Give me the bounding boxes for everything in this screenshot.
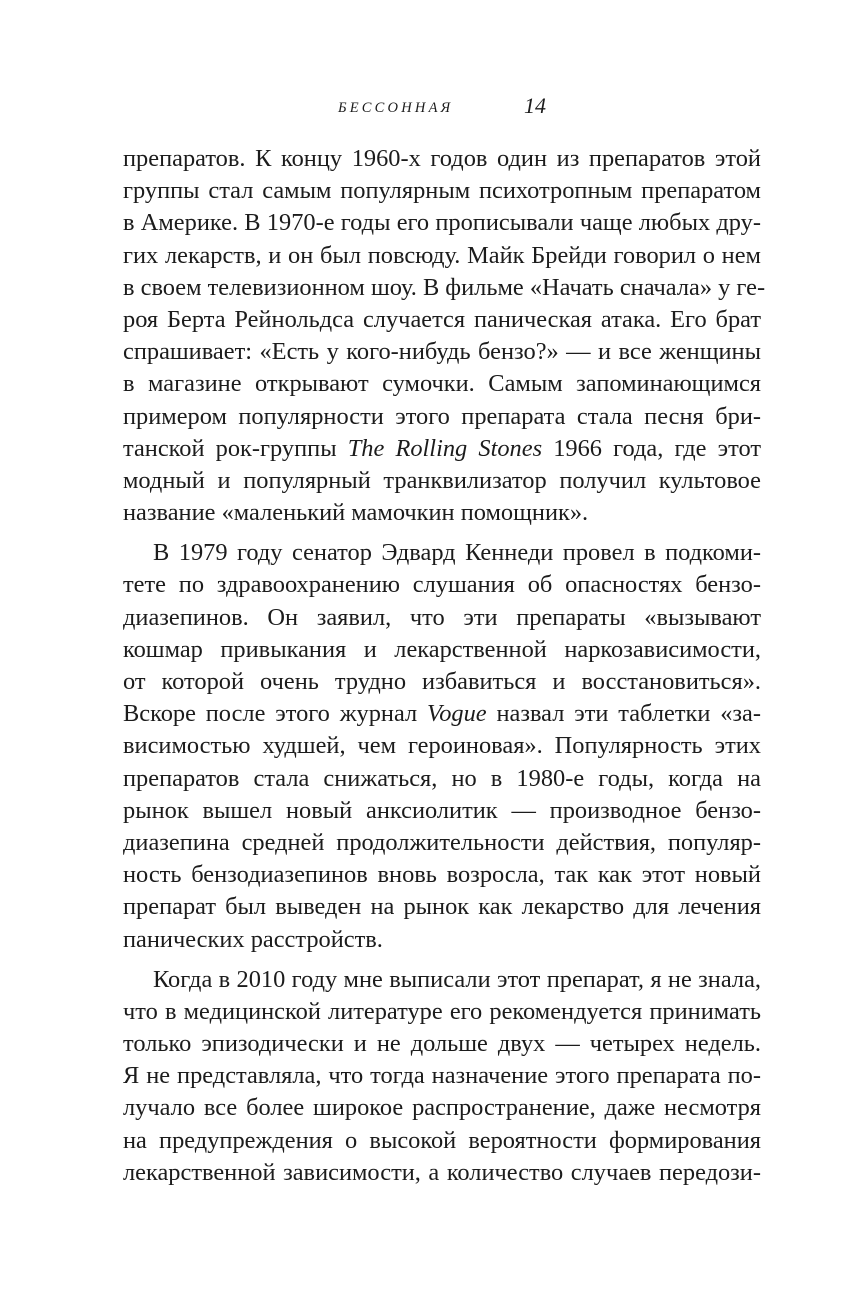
text-line-with-italic: [123, 433, 761, 465]
text-line: препарат был выведен на рынок как лекарство для лечения: [123, 893, 761, 921]
text-line: спрашивает: «Есть у кого-нибудь бензо?» — и все женщины: [123, 338, 761, 366]
text-line: панических расстройств.: [123, 925, 383, 953]
text-line: Я не представляла, что тогда назначение этого препарата по-: [123, 1062, 761, 1090]
text-line-with-italic: [123, 698, 761, 730]
text-line: диазепинов. Он заявил, что эти препараты «вызывают: [123, 603, 761, 631]
text-line: Когда в 2010 году мне выписали этот препарат, я не знала,: [153, 965, 761, 993]
text-line: в своем телевизионном шоу. В фильме «Начать сначала» у ге-: [123, 273, 766, 301]
text-line: лучало все более широкое распространение, даже несмотря: [123, 1094, 761, 1122]
running-title: БЕССОННАЯ: [338, 100, 454, 116]
text-line: гих лекарств, и он был повсюду. Майк Брейди говорил о нем: [123, 241, 761, 269]
text-line: ность бензодиазепинов вновь возросла, так как этот новый: [123, 861, 761, 889]
text-line: в Америке. В 1970-е годы его прописывали чаще любых дру-: [123, 209, 761, 237]
magazine-name-italic: Vogue: [427, 700, 487, 728]
text-line: тете по здравоохранению слушания об опасностях бензо-: [123, 571, 761, 599]
text-fragment: Вскоре после этого журнал: [123, 700, 428, 728]
text-line: роя Берта Рейнольдса случается паническая атака. Его брат: [123, 305, 761, 333]
text-line: от которой очень трудно избавиться и восстановиться».: [123, 668, 761, 695]
text-line: В 1979 году сенатор Эдвард Кеннеди провел в подкоми-: [153, 539, 761, 567]
text-line: диазепина средней продолжительности действия, популяр-: [123, 828, 761, 856]
band-name-italic: The Rolling Stones: [347, 434, 543, 462]
text-line: название «маленький мамочкин помощник».: [123, 499, 589, 527]
text-line: препаратов стала снижаться, но в 1980-е годы, когда на: [123, 764, 761, 792]
text-line: рынок вышел новый анксиолитик — производное бензо-: [123, 796, 761, 824]
text-line: что в медицинской литературе его рекомендуется принимать: [123, 997, 761, 1025]
body-text: [123, 143, 766, 1189]
text-fragment: 1966 года, где этот: [542, 434, 761, 462]
text-line: кошмар привыкания и лекарственной наркозависимости,: [123, 635, 761, 663]
running-head: [0, 90, 844, 122]
text-line: висимостью худшей, чем героиновая». Популярность этих: [123, 732, 761, 760]
page-number: 14: [524, 93, 546, 118]
text-fragment: танской рок-группы: [123, 434, 348, 462]
text-line: препаратов. К концу 1960-х годов один из препаратов этой: [123, 145, 761, 172]
text-line: только эпизодически и не дольше двух — четырех недель.: [123, 1030, 761, 1058]
text-line: группы стал самым популярным психотропным препаратом: [123, 177, 761, 205]
text-line: на предупреждения о высокой вероятности формирования: [123, 1126, 761, 1154]
text-line: примером популярности этого препарата стала песня бри-: [123, 402, 761, 430]
text-line: лекарственной зависимости, а количество случаев передози-: [123, 1158, 761, 1186]
text-line: в магазине открывают сумочки. Самым запоминающимся: [123, 370, 761, 398]
text-fragment: назвал эти таблетки «за-: [486, 700, 761, 728]
text-line: модный и популярный транквилизатор получил культовое: [123, 466, 761, 494]
